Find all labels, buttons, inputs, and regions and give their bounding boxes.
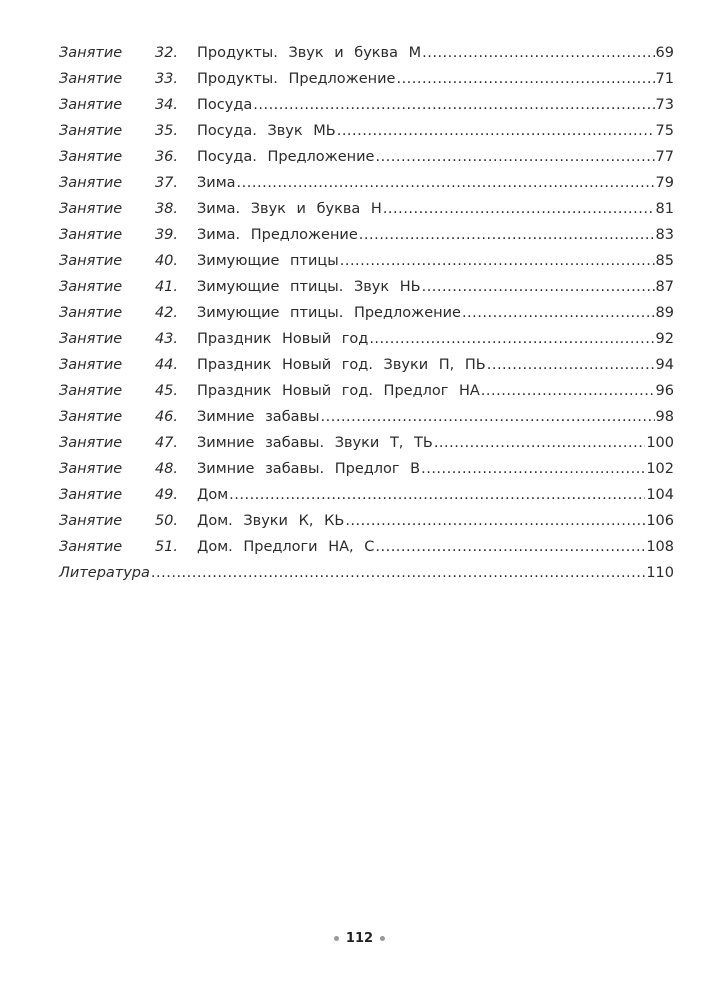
toc-entry[interactable] <box>59 508 674 534</box>
lesson-number: 41. <box>154 279 178 295</box>
lesson-label: Занятие <box>59 279 123 295</box>
table-of-contents <box>59 40 674 586</box>
dot-leader <box>345 508 645 534</box>
lesson-title: Дом. Звуки К, КЬ <box>197 513 345 529</box>
lesson-number: 43. <box>154 331 178 347</box>
toc-entry[interactable] <box>59 92 674 118</box>
dot-leader <box>396 66 654 92</box>
page-ref: 96 <box>655 383 674 399</box>
lesson-number: 45. <box>154 383 178 399</box>
toc-entry[interactable] <box>59 352 674 378</box>
toc-entry[interactable] <box>59 300 674 326</box>
dot-leader <box>434 430 645 456</box>
page-ref: 92 <box>655 331 674 347</box>
toc-entry[interactable] <box>59 248 674 274</box>
dot-leader <box>337 118 655 144</box>
lesson-label: Занятие <box>59 71 123 87</box>
lesson-label: Занятие <box>59 227 123 243</box>
lesson-number: 38. <box>154 201 178 217</box>
lesson-number: 50. <box>154 513 178 529</box>
dot-leader <box>481 378 655 404</box>
lesson-label: Занятие <box>59 409 123 425</box>
toc-entry[interactable] <box>59 222 674 248</box>
page-ref: 108 <box>646 539 674 555</box>
lesson-number: 46. <box>154 409 178 425</box>
lesson-title: Зимующие птицы. Звук НЬ <box>197 279 421 295</box>
lesson-title: Зимующие птицы <box>197 253 339 269</box>
lesson-label: Занятие <box>59 305 123 321</box>
page-ref: 87 <box>655 279 674 295</box>
lesson-label: Занятие <box>59 513 123 529</box>
lesson-label: Занятие <box>59 331 123 347</box>
literature-title: Литература <box>59 565 150 581</box>
lesson-label: Занятие <box>59 253 123 269</box>
lesson-number: 39. <box>154 227 178 243</box>
page-ref: 100 <box>646 435 674 451</box>
dot-leader <box>462 300 655 326</box>
lesson-number: 35. <box>154 123 178 139</box>
lesson-title: Продукты. Предложение <box>197 71 396 87</box>
page-number: 112 <box>345 931 374 946</box>
page-ref: 69 <box>655 45 674 61</box>
lesson-number: 34. <box>154 97 178 113</box>
dot-leader <box>340 248 655 274</box>
lesson-title: Продукты. Звук и буква М <box>197 45 422 61</box>
dot-leader <box>253 92 654 118</box>
dot-leader <box>422 274 655 300</box>
page-ref: 85 <box>655 253 674 269</box>
lesson-label: Занятие <box>59 383 123 399</box>
toc-entry[interactable] <box>59 170 674 196</box>
page-footer <box>0 931 719 946</box>
dot-leader <box>321 404 655 430</box>
toc-entry[interactable] <box>59 66 674 92</box>
toc-entry[interactable] <box>59 404 674 430</box>
page-ref: 79 <box>655 175 674 191</box>
toc-entry[interactable] <box>59 430 674 456</box>
lesson-number: 47. <box>154 435 178 451</box>
dot-leader <box>375 534 645 560</box>
lesson-number: 51. <box>154 539 178 555</box>
dot-leader <box>229 482 645 508</box>
page-ref: 81 <box>655 201 674 217</box>
dot-leader <box>422 40 654 66</box>
page-ref: 98 <box>655 409 674 425</box>
lesson-number: 44. <box>154 357 178 373</box>
toc-entry[interactable] <box>59 378 674 404</box>
lesson-label: Занятие <box>59 149 123 165</box>
lesson-number: 40. <box>154 253 178 269</box>
lesson-label: Занятие <box>59 201 123 217</box>
page-ref: 83 <box>655 227 674 243</box>
dot-leader <box>421 456 645 482</box>
lesson-number: 49. <box>154 487 178 503</box>
page-ref: 106 <box>646 513 674 529</box>
page-ref: 110 <box>646 565 674 581</box>
lesson-number: 32. <box>154 45 178 61</box>
lesson-title: Зимние забавы <box>197 409 320 425</box>
toc-entry[interactable] <box>59 534 674 560</box>
lesson-label: Занятие <box>59 45 123 61</box>
lesson-label: Занятие <box>59 97 123 113</box>
lesson-title: Зимние забавы. Предлог В <box>197 461 421 477</box>
toc-entry[interactable] <box>59 326 674 352</box>
lesson-title: Зима. Звук и буква Н <box>197 201 382 217</box>
lesson-title: Праздник Новый год. Звуки П, ПЬ <box>197 357 486 373</box>
bullet-left-icon <box>334 936 339 941</box>
dot-leader <box>369 326 654 352</box>
lesson-number: 37. <box>154 175 178 191</box>
page-ref: 71 <box>655 71 674 87</box>
dot-leader <box>359 222 655 248</box>
toc-entry-literature[interactable] <box>59 560 674 586</box>
dot-leader <box>487 352 655 378</box>
toc-entry[interactable] <box>59 144 674 170</box>
page-ref: 104 <box>646 487 674 503</box>
page-ref: 77 <box>655 149 674 165</box>
lesson-number: 33. <box>154 71 178 87</box>
lesson-label: Занятие <box>59 487 123 503</box>
lesson-title: Зимующие птицы. Предложение <box>197 305 461 321</box>
dot-leader <box>383 196 655 222</box>
dot-leader <box>375 144 654 170</box>
lesson-title: Праздник Новый год <box>197 331 369 347</box>
lesson-title: Дом <box>197 487 229 503</box>
lesson-title: Дом. Предлоги НА, С <box>197 539 375 555</box>
lesson-title: Посуда <box>197 97 253 113</box>
lesson-label: Занятие <box>59 461 123 477</box>
lesson-label: Занятие <box>59 357 123 373</box>
toc-entry[interactable] <box>59 40 674 66</box>
lesson-number: 42. <box>154 305 178 321</box>
lesson-number: 48. <box>154 461 178 477</box>
lesson-title: Посуда. Предложение <box>197 149 375 165</box>
page-ref: 89 <box>655 305 674 321</box>
lesson-label: Занятие <box>59 539 123 555</box>
lesson-label: Занятие <box>59 175 123 191</box>
bullet-right-icon <box>380 936 385 941</box>
toc-entry[interactable] <box>59 196 674 222</box>
page-ref: 75 <box>655 123 674 139</box>
lesson-number: 36. <box>154 149 178 165</box>
lesson-label: Занятие <box>59 435 123 451</box>
dot-leader <box>237 170 655 196</box>
page-ref: 94 <box>655 357 674 373</box>
page-ref: 102 <box>646 461 674 477</box>
dot-leader <box>151 560 645 586</box>
lesson-label: Занятие <box>59 123 123 139</box>
lesson-title: Зимние забавы. Звуки Т, ТЬ <box>197 435 433 451</box>
lesson-title: Посуда. Звук МЬ <box>197 123 336 139</box>
toc-entry[interactable] <box>59 274 674 300</box>
lesson-title: Праздник Новый год. Предлог НА <box>197 383 480 399</box>
lesson-title: Зима <box>197 175 236 191</box>
toc-entry[interactable] <box>59 482 674 508</box>
toc-entry[interactable] <box>59 456 674 482</box>
lesson-title: Зима. Предложение <box>197 227 358 243</box>
page-ref: 73 <box>655 97 674 113</box>
toc-entry[interactable] <box>59 118 674 144</box>
